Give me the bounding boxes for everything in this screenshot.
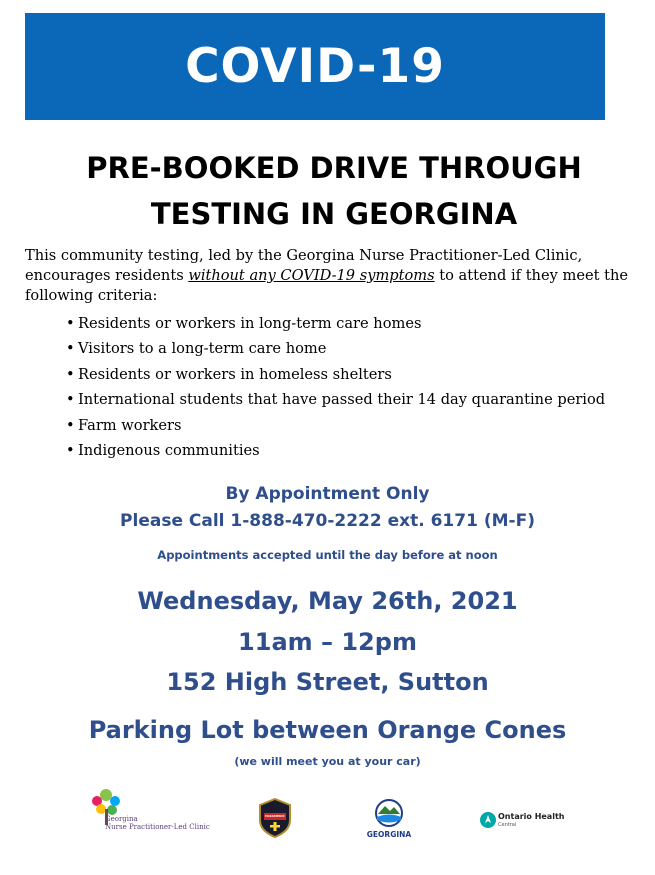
georgina-logo [366,798,412,842]
clinic-logo-subtitle: Nurse Practitioner-Led Clinic [105,823,210,831]
bullet-icon: • [66,315,75,332]
list-item: • Farm workers [66,413,605,438]
ontario-health-text: Ontario Health [498,812,565,821]
list-item: • Indigenous communities [66,438,605,463]
bullet-icon: • [66,441,75,459]
georgina-emblem-icon [374,798,404,828]
list-item: • Residents or workers in long-term care homes [66,311,605,336]
bullet-icon: • [66,391,75,409]
bullet-icon: • [66,365,75,383]
bullet-icon: • [66,340,75,358]
partner-logos [0,780,655,850]
event-date: Wednesday, May 26th, 2021 [137,587,518,615]
event-time: 11am – 12pm [238,628,417,656]
intro-text-before: This community testing, led by the Georgina Nurse Practitioner-Led Clinic, encourages residents [25,247,583,284]
covid-banner [25,13,605,120]
event-address: 152 High Street, Sutton [166,668,489,696]
headline-line-2: TESTING IN GEORGINA [150,197,518,231]
banner-title: COVID-19 [185,39,445,94]
appointment-only: By Appointment Only [225,484,430,504]
ontario-health-logo [480,810,570,832]
ontario-health-subtext: Central [498,822,517,828]
list-item: • Residents or workers in homeless shelters [66,362,605,387]
parking-location: Parking Lot between Orange Cones [88,716,567,744]
bullet-icon: • [66,416,75,434]
phone-number: Please Call 1-888-470-2222 ext. 6171 (M-F) [120,511,535,531]
paramedic-logo-text: PARAMEDIC [265,814,285,818]
intro-paragraph [25,246,630,306]
clinic-logo-name: Georgina [105,815,138,823]
list-item: • Visitors to a long-term care home [66,336,605,361]
parking-note: (we will meet you at your car) [234,755,421,768]
paramedic-logo [257,798,293,838]
georgina-logo-text: GEORGINA [366,830,412,839]
clinic-logo [86,785,216,840]
appointment-note: Appointments accepted until the day before at noon [157,548,498,562]
headline-line-1: PRE-BOOKED DRIVE THROUGH [86,151,582,185]
list-item: • International students that have passed their 14 day quarantine period [66,387,605,412]
intro-emphasis: without any COVID-19 symptoms [188,267,435,284]
criteria-list [66,311,605,463]
intro-text-after: to attend if they meet the following criteria: [25,267,628,304]
ontario-trillium-icon [480,812,496,828]
